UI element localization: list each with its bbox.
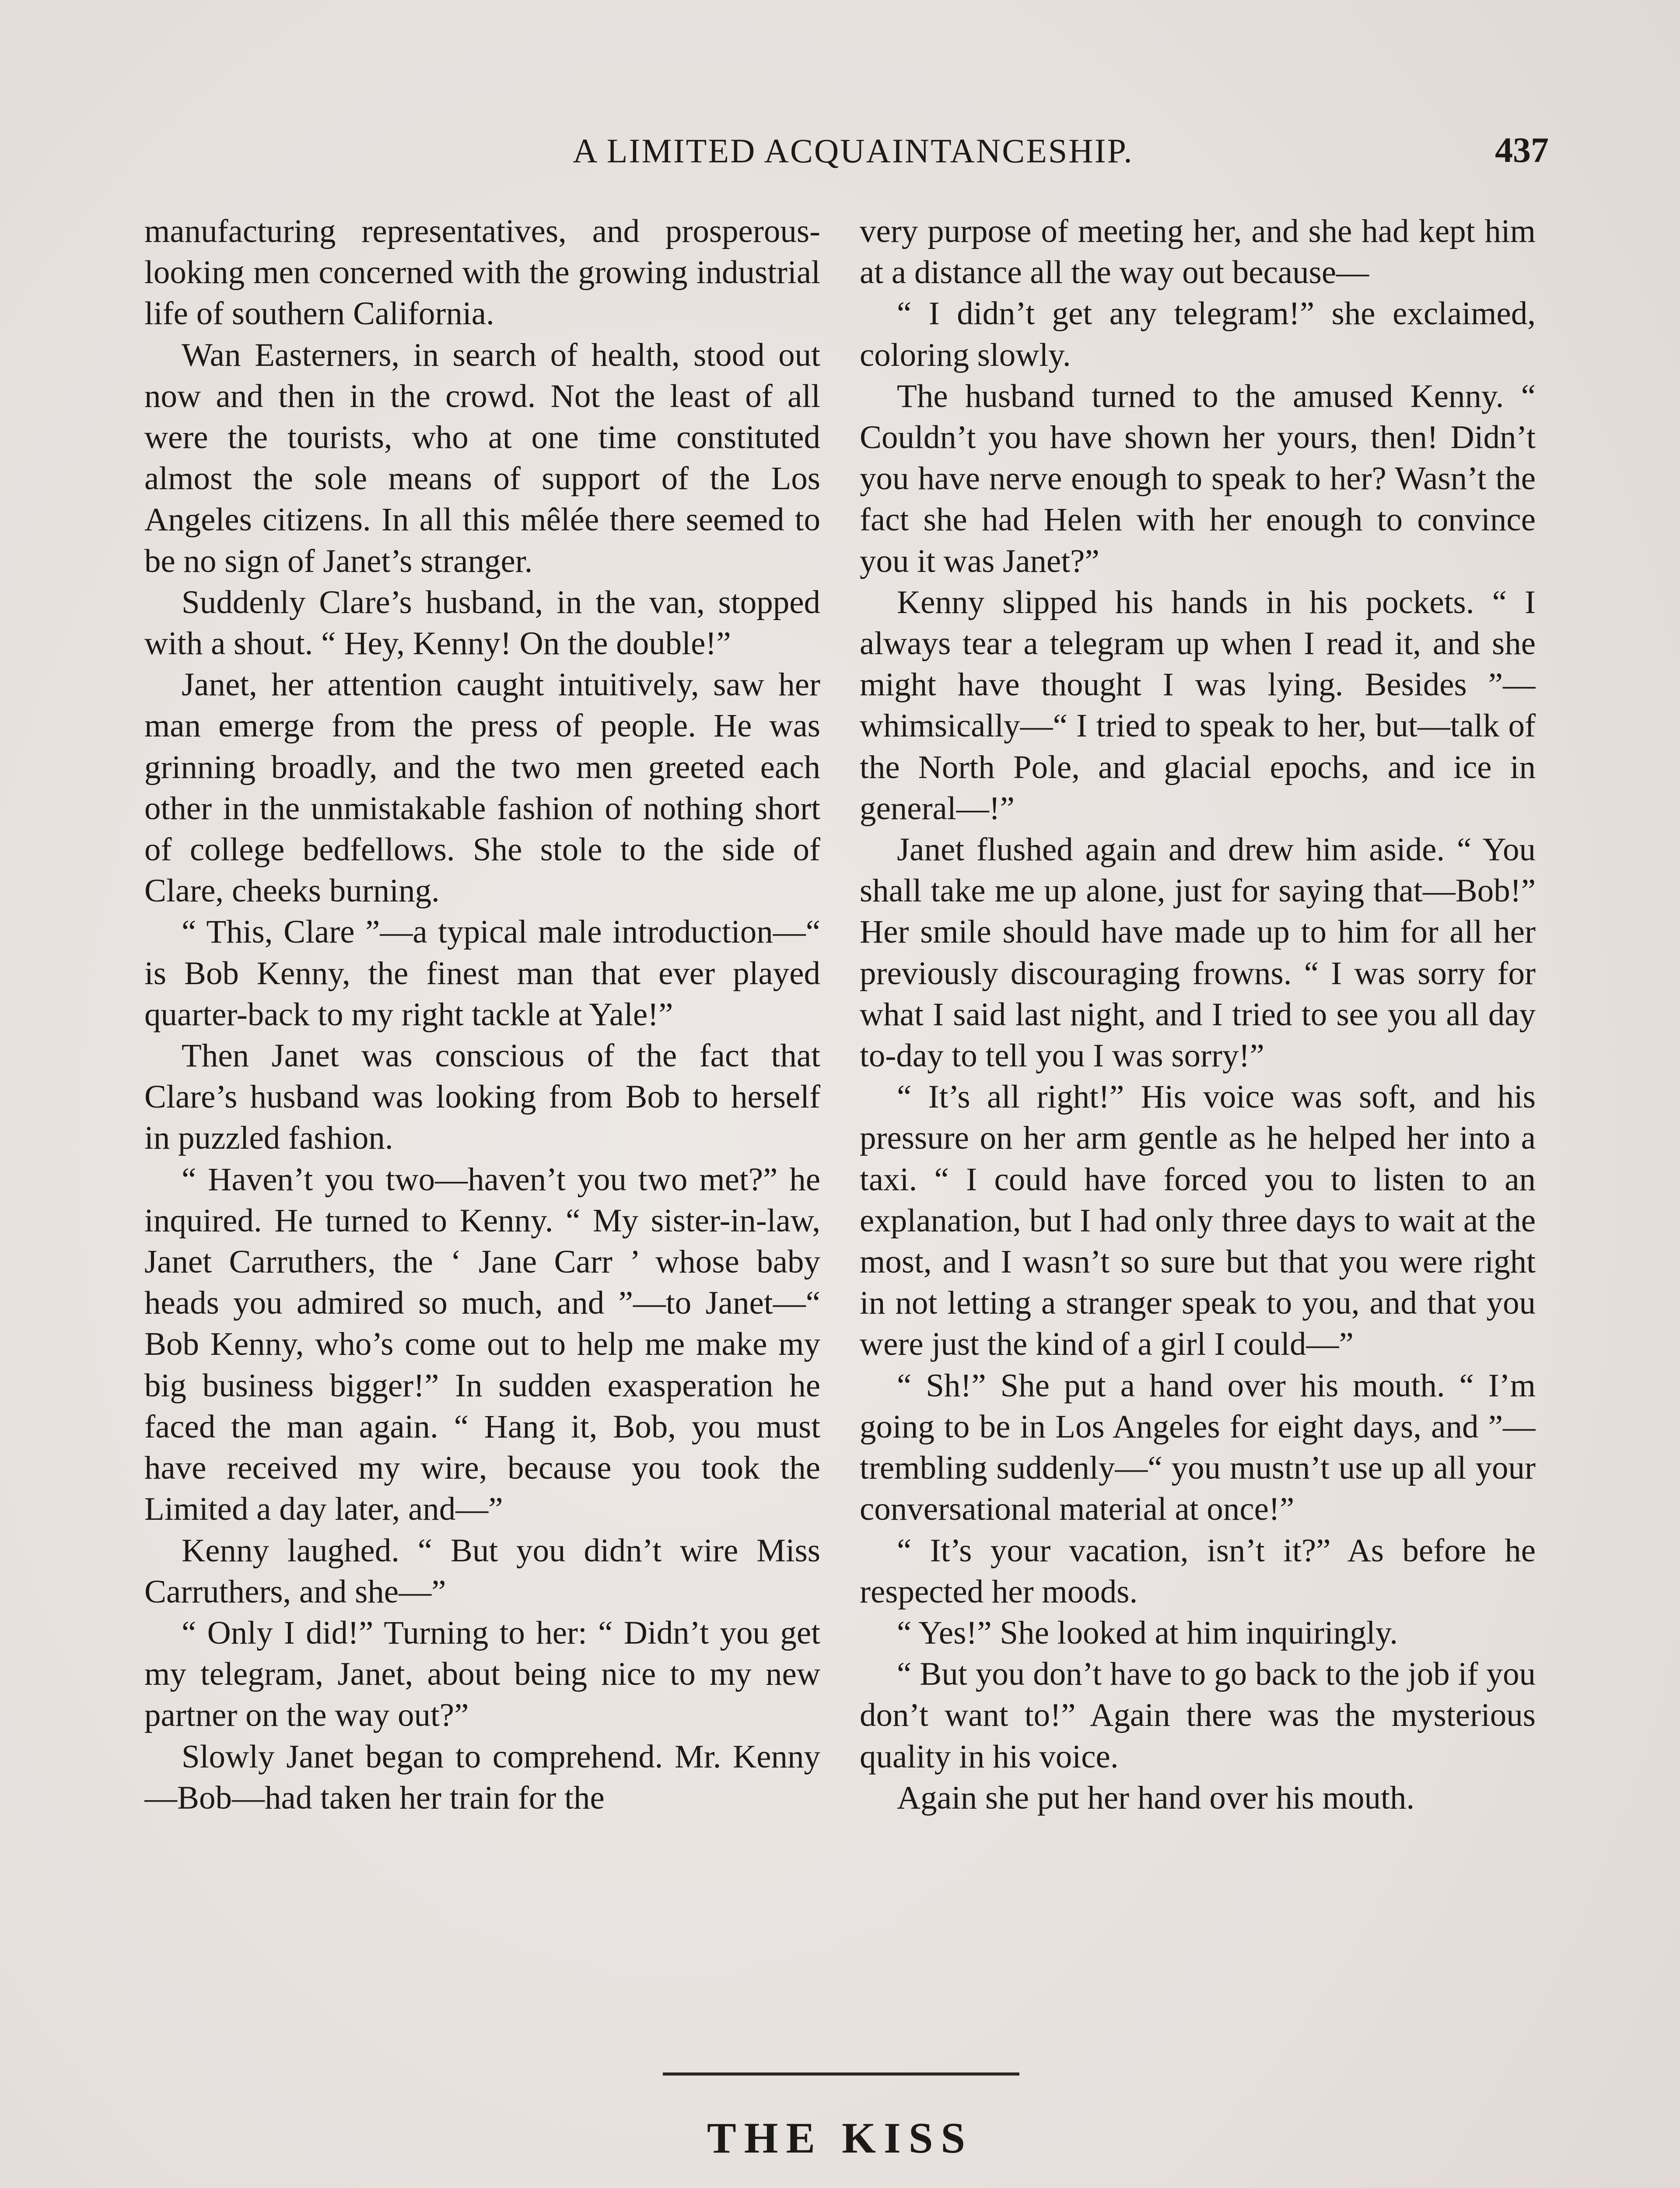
running-head: A LIMITED ACQUAINTANCESHIP. [573,132,1134,170]
right-text-column [860,211,1536,2040]
paragraph: Janet flushed again and drew him aside. “ You shall take me up alone, just for saying that—Bob!” Her smile should have made up to him for all her previously discouraging frowns. “ I was sorry for what I said last night, and I tried to see you all day to-day to tell you I was sorry!” [860,831,1536,1074]
page-number: 437 [1495,130,1549,170]
paragraph: Kenny slipped his hands in his pockets. “ I always tear a telegram up when I read it, and she might have thought I was lying. Besides ”—whimsically—“ I tried to speak to her, but—talk of the North Pole, and glacial epochs, and ice in general—!” [860,584,1536,827]
paragraph: Slowly Janet began to comprehend. Mr. Kenny—Bob—had taken her train for the [144,1738,820,1816]
paragraph: “ I didn’t get any telegram!” she exclaimed, coloring slowly. [860,295,1536,373]
paragraph: “ Haven’t you two—haven’t you two met?” he inquired. He turned to Kenny. “ My sister-in-law, Janet Carruthers, the ‘ Jane Carr ’ whose baby heads you admired so much, and ”—to Janet—“ Bob Kenny, who’s come out to help me make my big business bigger!” In sudden exasperation he faced the man again. “ Hang it, Bob, you must have received my wire, because you took the Limited a day later, and—” [144,1161,820,1528]
paragraph: “ Only I did!” Turning to her: “ Didn’t you get my telegram, Janet, about being nice to my new partner on the way out?” [144,1614,820,1734]
paragraph: Suddenly Clare’s husband, in the van, stopped with a shout. “ Hey, Kenny! On the double!” [144,584,820,662]
paragraph: manufacturing representatives, and prosperous-looking men concerned with the growing industrial life of southern California. [144,213,820,332]
paragraph: very purpose of meeting her, and she had kept him at a distance all the way out because— [860,213,1536,291]
paragraph: Again she put her hand over his mouth. [897,1779,1415,1816]
paragraph: Kenny laughed. “ But you didn’t wire Miss Carruthers, and she—” [144,1532,820,1610]
paragraph: Then Janet was conscious of the fact that Clare’s husband was looking from Bob to herself in puzzled fashion. [144,1038,820,1157]
paragraph: “ It’s your vacation, isn’t it?” As before he respected her moods. [860,1532,1536,1610]
paragraph: “ Yes!” She looked at him inquiringly. [897,1614,1398,1651]
paragraph: “ It’s all right!” His voice was soft, and his pressure on her arm gentle as he helped her into a taxi. “ I could have forced you to listen to an explanation, but I had only three days to wait at the most, and I wasn’t so sure but that you were right in not letting a stranger speak to you, and that you were just the kind of a girl I could—” [860,1079,1536,1363]
paragraph: “ This, Clare ”—a typical male introduction—“ is Bob Kenny, the finest man that ever played quarter-back to my right tackle at Yale!” [144,914,820,1033]
paragraph: Janet, her attention caught intuitively, saw her man emerge from the press of people. He was grinning broadly, and the two men greeted each other in the unmistakable fashion of nothing short of college bedfellows. She stole to the side of Clare, cheeks burning. [144,666,820,909]
paragraph: Wan Easterners, in search of health, stood out now and then in the crowd. Not the least of all were the tourists, who at one time constituted almost the sole means of support of the Los Angeles citizens. In all this mêlée there seemed to be no sign of Janet’s stranger. [144,337,820,579]
paragraph: The husband turned to the amused Kenny. “ Couldn’t you have shown her yours, then! Didn’t you have nerve enough to speak to her? Wasn’t the fact she had Helen with her enough to convince you it was Janet?” [860,378,1536,579]
left-text-column [144,211,820,2040]
paragraph: “ Sh!” She put a hand over his mouth. “ I’m going to be in Los Angeles for eight days, and ”—trembling suddenly—“ you mustn’t use up all your conversational material at once!” [860,1367,1536,1528]
poem-title: THE KISS [707,2114,973,2162]
paragraph: “ But you don’t have to go back to the job if you don’t want to!” Again there was the mysterious quality in his voice. [860,1656,1536,1775]
section-divider-rule [663,2072,1019,2076]
